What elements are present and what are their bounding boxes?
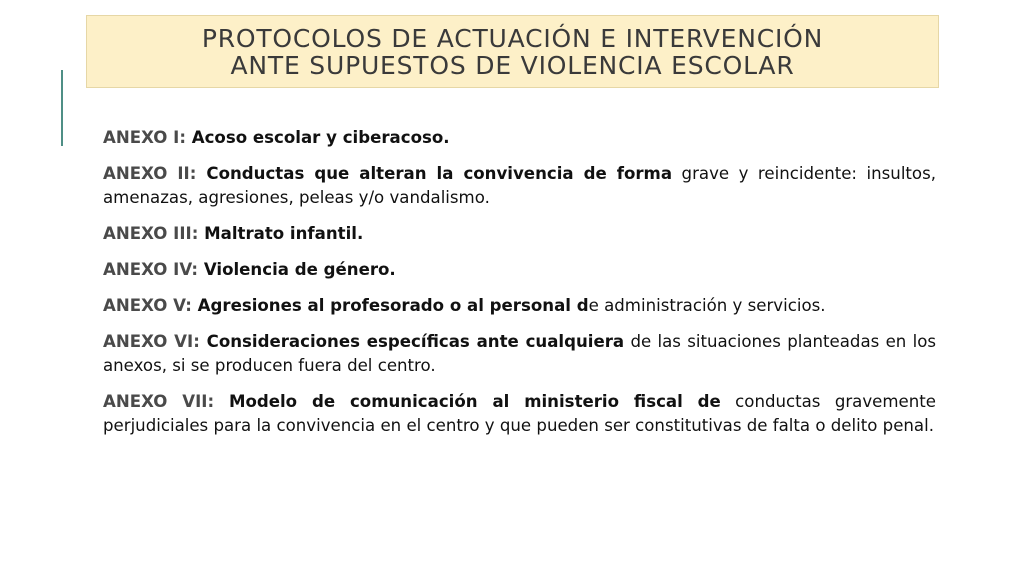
annex-item-1: [103, 126, 936, 150]
annex-description: grave y reincidente: insultos, amenazas, agresiones, peleas y/o vandalismo.: [103, 164, 937, 207]
annex-label: ANEXO VI: [103, 332, 194, 351]
title-line-2: ANTE SUPUESTOS DE VIOLENCIA ESCOLAR: [230, 50, 795, 80]
annex-item-5: [103, 294, 936, 318]
annex-title: Modelo de comunicación al ministerio fiscal de: [228, 392, 721, 411]
annex-title: Violencia de género.: [203, 260, 396, 279]
annex-label: ANEXO II: [103, 164, 190, 183]
annex-title: Agresiones al profesorado o al personal d: [197, 296, 589, 315]
annex-item-7: [103, 390, 936, 438]
accent-line: [61, 70, 63, 146]
annex-separator: :: [189, 164, 207, 183]
annex-list: [103, 126, 936, 450]
annex-label: ANEXO I: [103, 128, 180, 147]
annex-label: ANEXO IV: [103, 260, 192, 279]
annex-separator: :: [207, 392, 229, 411]
annex-item-4: [103, 258, 936, 282]
annex-description: de las situaciones planteadas en los anexos, si se producen fuera del centro.: [103, 332, 936, 375]
annex-title: Acoso escolar y ciberacoso.: [191, 128, 450, 147]
annex-description: conductas gravemente perjudiciales para la convivencia en el centro y que pueden ser constitutivas de falta o delito penal.: [103, 392, 936, 435]
annex-item-3: [103, 222, 936, 246]
annex-title: Consideraciones específicas ante cualquiera: [206, 332, 625, 351]
annex-item-6: [103, 330, 936, 378]
annex-title: Maltrato infantil.: [204, 224, 364, 243]
annex-separator: :: [191, 224, 205, 243]
annex-item-2: [103, 162, 936, 210]
annex-separator: :: [193, 332, 207, 351]
annex-label: ANEXO III: [103, 224, 192, 243]
annex-separator: :: [179, 128, 192, 147]
annex-description: e administración y servicios.: [588, 296, 826, 315]
annex-separator: :: [191, 260, 204, 279]
title-line-1: PROTOCOLOS DE ACTUACIÓN E INTERVENCIÓN: [201, 23, 824, 53]
annex-separator: :: [185, 296, 198, 315]
annex-label: ANEXO VII: [103, 392, 208, 411]
annex-title: Conductas que alteran la convivencia de forma: [206, 164, 673, 183]
title-box: [86, 15, 939, 88]
annex-label: ANEXO V: [103, 296, 186, 315]
